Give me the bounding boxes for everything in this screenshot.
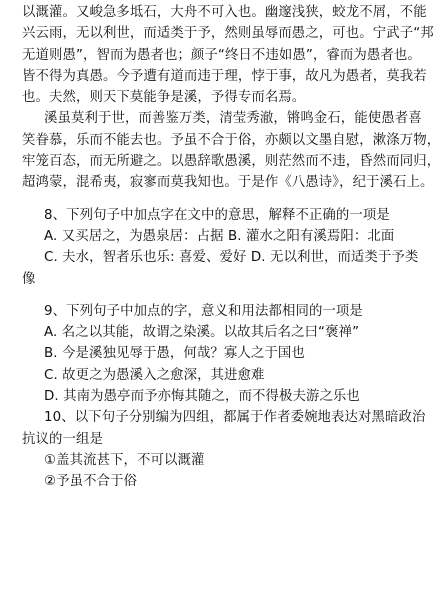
question-8-options-ab: A. 又买居之，为愚泉居：占据 B. 灌水之阳有溪焉阳：北面 (44, 228, 395, 244)
passage-line: 无道则愚”，智而为愚者也；颜子“终日不违如愚”，睿而为愚者也。 (22, 47, 421, 63)
question-10-item-2: ②予虽不合于俗 (44, 474, 138, 490)
passage-line: 牢笼百态，而无所避之。以愚辞歌愚溪，则茫然而不违，昏然而同归， (22, 154, 440, 170)
question-10-item-1: ①盖其流甚下，不可以溉灌 (44, 452, 205, 468)
passage-line: 溪虽莫利于世，而善鉴万类，清莹秀澈，锵鸣金石，能使愚者喜 (44, 111, 422, 127)
spacer (22, 290, 390, 301)
question-10-stem-continued: 抗议的一组是 (22, 431, 103, 447)
passage-line: 皆不得为真愚。今予遭有道而违于理，悖于事，故凡为愚者，莫我若 (22, 68, 427, 84)
passage-line: 兴云雨，无以利世，而适类于予，然则虽辱而愚之，可也。宁武子“邦 (22, 26, 434, 42)
question-9-option-a: A. 名之以其能，故谓之染溪。以故其后名之曰“褒禅” (44, 325, 360, 341)
spacer (22, 194, 390, 205)
question-9-stem: 9、下列句子中加点的字，意义和用法都相同的一项是 (44, 303, 363, 319)
passage-line: 也。夫然，则天下莫能争是溪，予得专而名焉。 (22, 90, 306, 106)
question-9-option-d: D. 其南为愚亭而予亦悔其随之，而不得极夫游之乐也 (44, 389, 360, 405)
question-8-options-cd-continued: 像 (22, 271, 36, 287)
question-10-stem: 10、以下句子分别编为四组，都属于作者委婉地表达对黑暗政治 (44, 410, 426, 426)
question-9-option-b: B. 今是溪独见辱于愚，何哉？寡人之于国也 (44, 346, 305, 362)
passage-line: 笑眷慕，乐而不能去也。予虽不合于俗，亦颇以文墨自慰，漱涤万物， (22, 132, 440, 148)
passage-line: 以溉灌。又峻急多坻石，大舟不可入也。幽邃浅狭，蛟龙不屑，不能 (22, 5, 427, 20)
question-9-option-c: C. 故更之为愚溪入之愈深，其进愈难 (44, 367, 265, 383)
question-8-options-cd: C. 夫水，智者乐也乐: 喜爱、爱好 D. 无以利世，而适类于予类 (44, 250, 419, 266)
question-8-stem: 8、下列句子中加点字在文中的意思，解释不正确的一项是 (44, 207, 390, 223)
passage-line: 超鸿蒙，混希夷，寂寥而莫我知也。于是作《八愚诗》，纪于溪石上。 (22, 175, 434, 191)
